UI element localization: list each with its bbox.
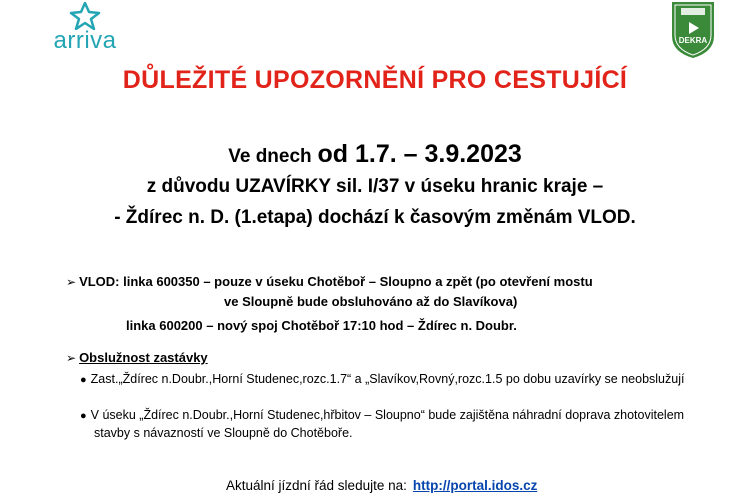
date-range-line (0, 140, 750, 169)
stop-item-1: ● Zast.„Ždírec n.Doubr.,Horní Studenec,rozc.1.7“ a „Slavíkov,Rovný,rozc.1.5 po dobu uzavírky se neobslužují (80, 372, 685, 386)
bullet-icon: ● (80, 410, 87, 422)
bullet-icon: ● (80, 374, 87, 386)
stop-item-2: ● V úseku „Ždírec n.Doubr.,Horní Studenec,hřbitov – Sloupno“ bude zajištěna náhradní doprava zhotovitelem (80, 408, 685, 422)
date-range: od 1.7. – 3.9.2023 (317, 140, 522, 168)
footer-text: Aktuální jízdní řád sledujte na: (226, 478, 407, 493)
arriva-brand-text: arriva (53, 27, 117, 54)
date-prefix: Ve dnech (228, 146, 312, 167)
arrow-bullet-icon: ➢ (66, 275, 77, 289)
arrow-bullet-icon: ➢ (66, 351, 77, 365)
dekra-badge (668, 0, 718, 60)
vlod-line-1: ➢ VLOD: linka 600350 – pouze v úseku Chotěboř – Sloupno a zpět (po otevření mostu (66, 274, 593, 289)
vlod-line-3: linka 600200 – nový spoj Chotěboř 17:10 hod – Ždírec n. Doubr. (126, 318, 517, 333)
footer-line (226, 478, 537, 493)
change-line: - Ždírec n. D. (1.etapa) dochází k časovým změnám VLOD. (114, 207, 636, 228)
dekra-shield-icon (668, 0, 718, 60)
arriva-star-icon (68, 2, 102, 30)
dekra-text: DEKRA (678, 36, 708, 45)
idos-link[interactable]: http://portal.idos.cz (412, 478, 538, 493)
arriva-logo (40, 2, 130, 54)
notice-title: DŮLEŽITÉ UPOZORNĚNÍ PRO CESTUJÍCÍ (122, 66, 628, 94)
vlod-line-2: ve Sloupně bude obsluhováno až do Slavíkova) (224, 294, 518, 309)
reason-line: z důvodu UZAVÍRKY sil. I/37 v úseku hranic kraje – (146, 176, 604, 197)
stop-item-2-continued: stavby s návazností ve Sloupně do Chotěboře. (94, 426, 353, 440)
obsluznost-heading: ➢ Obslužnost zastávky (66, 350, 208, 365)
